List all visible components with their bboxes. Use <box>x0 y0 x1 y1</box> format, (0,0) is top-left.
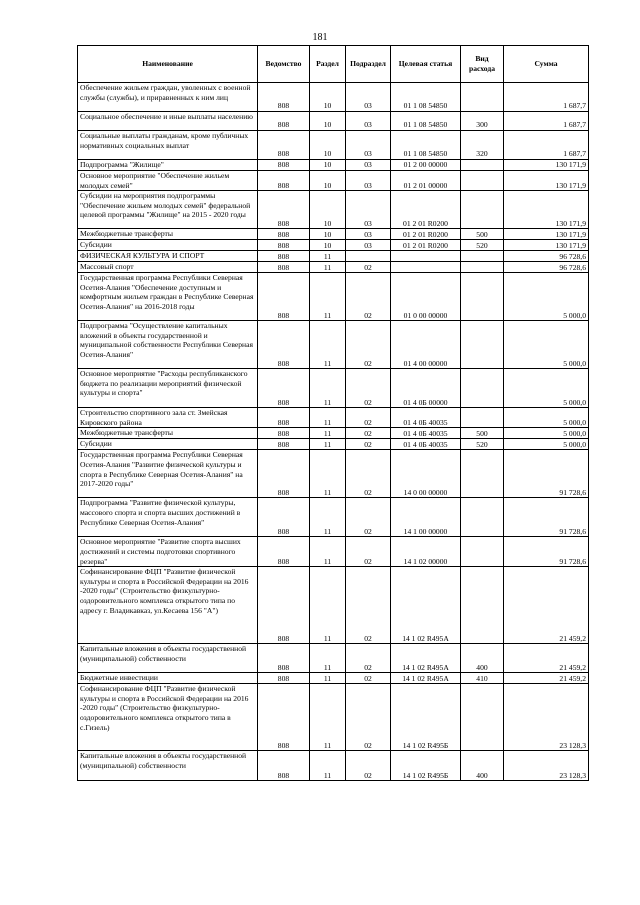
row-dept: 808 <box>258 83 310 112</box>
budget-table <box>77 45 589 781</box>
row-section: 10 <box>310 131 346 160</box>
row-expense-type <box>461 408 504 428</box>
row-name: Социальные выплаты гражданам, кроме публичных нормативных социальных выплат <box>78 131 258 160</box>
row-subsection: 02 <box>346 644 391 673</box>
table-row <box>78 171 589 191</box>
row-sum: 23 128,3 <box>504 751 589 781</box>
row-expense-type <box>461 321 504 369</box>
row-section: 10 <box>310 229 346 240</box>
row-sum: 130 171,9 <box>504 191 589 229</box>
row-dept: 808 <box>258 273 310 321</box>
row-subsection <box>346 251 391 262</box>
row-sum: 5 000,0 <box>504 439 589 450</box>
column-header-section: Раздел <box>310 46 346 83</box>
row-sum: 5 000,0 <box>504 321 589 369</box>
row-sum: 130 171,9 <box>504 171 589 191</box>
row-expense-type: 500 <box>461 229 504 240</box>
row-sum: 1 687,7 <box>504 83 589 112</box>
row-section: 11 <box>310 251 346 262</box>
row-section: 11 <box>310 751 346 781</box>
row-section: 10 <box>310 160 346 171</box>
row-expense-type <box>461 262 504 273</box>
row-target <box>391 262 461 273</box>
row-dept: 808 <box>258 751 310 781</box>
row-subsection: 02 <box>346 673 391 684</box>
row-expense-type: 520 <box>461 240 504 251</box>
row-section: 11 <box>310 439 346 450</box>
row-subsection: 02 <box>346 262 391 273</box>
row-target: 01 1 08 54850 <box>391 112 461 131</box>
row-sum: 21 459,2 <box>504 567 589 644</box>
row-expense-type <box>461 567 504 644</box>
row-subsection: 03 <box>346 131 391 160</box>
table-row <box>78 684 589 751</box>
row-expense-type <box>461 498 504 537</box>
row-section: 11 <box>310 408 346 428</box>
row-subsection: 02 <box>346 498 391 537</box>
row-target: 14 1 00 00000 <box>391 498 461 537</box>
row-subsection: 02 <box>346 428 391 439</box>
row-target: 14 1 02 R495Б <box>391 684 461 751</box>
row-expense-type <box>461 369 504 408</box>
row-sum: 91 728,6 <box>504 537 589 567</box>
row-target: 14 1 02 R495A <box>391 673 461 684</box>
row-dept: 808 <box>258 191 310 229</box>
row-section: 10 <box>310 112 346 131</box>
row-dept: 808 <box>258 498 310 537</box>
row-sum: 130 171,9 <box>504 160 589 171</box>
table-row <box>78 498 589 537</box>
table-row <box>78 439 589 450</box>
row-subsection: 03 <box>346 171 391 191</box>
row-expense-type <box>461 83 504 112</box>
row-subsection: 02 <box>346 751 391 781</box>
table-row <box>78 450 589 498</box>
row-sum: 5 000,0 <box>504 273 589 321</box>
table-row <box>78 262 589 273</box>
table-row <box>78 567 589 644</box>
row-section: 11 <box>310 498 346 537</box>
row-target: 01 2 01 R0200 <box>391 191 461 229</box>
row-sum: 21 459,2 <box>504 673 589 684</box>
row-name: Основное мероприятие "Развитие спорта высших достижений и системы подготовки спортивного резерва" <box>78 537 258 567</box>
row-section: 11 <box>310 537 346 567</box>
table-row <box>78 751 589 781</box>
row-name: Основное мероприятие "Обеспечение жильем молодых семей" <box>78 171 258 191</box>
table-row <box>78 191 589 229</box>
row-name: Основное мероприятие "Расходы республиканского бюджета по реализации мероприятий физической культуры и спорта" <box>78 369 258 408</box>
row-section: 11 <box>310 450 346 498</box>
row-target: 01 2 01 00000 <box>391 171 461 191</box>
table-row <box>78 112 589 131</box>
row-target: 01 1 08 54850 <box>391 131 461 160</box>
row-subsection: 02 <box>346 537 391 567</box>
row-subsection: 02 <box>346 369 391 408</box>
table-row <box>78 240 589 251</box>
row-name: Межбюджетные трансферты <box>78 428 258 439</box>
table-row <box>78 408 589 428</box>
row-name: Подпрограмма "Жилище" <box>78 160 258 171</box>
row-dept: 808 <box>258 240 310 251</box>
row-sum: 1 687,7 <box>504 131 589 160</box>
row-dept: 808 <box>258 644 310 673</box>
column-header-target: Целевая статья <box>391 46 461 83</box>
row-expense-type <box>461 273 504 321</box>
column-header-name: Наименование <box>78 46 258 83</box>
row-subsection: 02 <box>346 684 391 751</box>
row-subsection: 02 <box>346 567 391 644</box>
column-header-expense-type: Вид расхода <box>461 46 504 83</box>
row-expense-type: 500 <box>461 428 504 439</box>
row-target: 01 2 01 R0200 <box>391 229 461 240</box>
row-name: Строительство спортивного зала ст. Змейская Кировского района <box>78 408 258 428</box>
row-name: Капитальные вложения в объекты государственной (муниципальной) собственности <box>78 751 258 781</box>
row-name: Бюджетные инвестиции <box>78 673 258 684</box>
table-row <box>78 369 589 408</box>
row-dept: 808 <box>258 567 310 644</box>
row-name: Социальное обеспечение и иные выплаты населению <box>78 112 258 131</box>
row-target: 01 4 0Б 00000 <box>391 369 461 408</box>
row-name: Обеспечение жильем граждан, уволенных с военной службы (службы), и приравненных к ним лиц <box>78 83 258 112</box>
row-target: 01 2 01 R0200 <box>391 240 461 251</box>
row-expense-type: 520 <box>461 439 504 450</box>
row-subsection: 03 <box>346 229 391 240</box>
row-section: 11 <box>310 644 346 673</box>
row-subsection: 03 <box>346 160 391 171</box>
row-name: Подпрограмма "Осуществление капитальных вложений в объекты государственной и муниципальной собственности Республики Северная Осетия-Алания" <box>78 321 258 369</box>
row-dept: 808 <box>258 112 310 131</box>
row-name: Софинансирование ФЦП "Развитие физической культуры и спорта в Российской Федерации на 2016 -2020 годы" (Строительство физкультурно-оздоровительного комплекса открытого типа по адресу г. Владикавказ, ул.Кесаева 156 "А") <box>78 567 258 644</box>
row-subsection: 02 <box>346 273 391 321</box>
row-name: Государственная программа Республики Северная Осетия-Алания "Обеспечение доступным и комфортным жильем граждан в Республике Северная Осетия-Алания" на 2016-2018 годы <box>78 273 258 321</box>
table-row <box>78 644 589 673</box>
row-dept: 808 <box>258 251 310 262</box>
row-sum: 130 171,9 <box>504 229 589 240</box>
row-sum: 21 459,2 <box>504 644 589 673</box>
row-expense-type: 400 <box>461 644 504 673</box>
page-number: 181 <box>312 32 328 43</box>
row-target: 01 4 0Б 40035 <box>391 439 461 450</box>
row-expense-type <box>461 171 504 191</box>
row-target: 14 1 02 00000 <box>391 537 461 567</box>
row-dept: 808 <box>258 160 310 171</box>
row-name: Государственная программа Республики Северная Осетия-Алания "Развитие физической культуры и спорта в Республике Северная Осетия-Алания" на 2017-2020 годы" <box>78 450 258 498</box>
row-subsection: 02 <box>346 450 391 498</box>
row-dept: 808 <box>258 673 310 684</box>
row-section: 11 <box>310 428 346 439</box>
row-name: Массовый спорт <box>78 262 258 273</box>
row-subsection: 03 <box>346 191 391 229</box>
row-dept: 808 <box>258 537 310 567</box>
row-sum: 96 728,6 <box>504 251 589 262</box>
row-dept: 808 <box>258 450 310 498</box>
row-target: 01 4 0Б 40035 <box>391 428 461 439</box>
row-sum: 5 000,0 <box>504 428 589 439</box>
row-sum: 23 128,3 <box>504 684 589 751</box>
row-expense-type: 320 <box>461 131 504 160</box>
table-row <box>78 428 589 439</box>
row-section: 10 <box>310 83 346 112</box>
table-row <box>78 673 589 684</box>
row-dept: 808 <box>258 439 310 450</box>
row-expense-type: 400 <box>461 751 504 781</box>
row-subsection: 02 <box>346 408 391 428</box>
row-sum: 1 687,7 <box>504 112 589 131</box>
row-name: Капитальные вложения в объекты государственной (муниципальной) собственности <box>78 644 258 673</box>
row-section: 11 <box>310 567 346 644</box>
table-row <box>78 321 589 369</box>
row-sum: 130 171,9 <box>504 240 589 251</box>
table-row <box>78 131 589 160</box>
row-section: 11 <box>310 684 346 751</box>
row-name: ФИЗИЧЕСКАЯ КУЛЬТУРА И СПОРТ <box>78 251 258 262</box>
row-expense-type <box>461 684 504 751</box>
row-target: 14 0 00 00000 <box>391 450 461 498</box>
row-name: Субсидии <box>78 240 258 251</box>
table-row <box>78 537 589 567</box>
row-section: 11 <box>310 273 346 321</box>
table-row <box>78 229 589 240</box>
row-dept: 808 <box>258 171 310 191</box>
column-header-sum: Сумма <box>504 46 589 83</box>
row-section: 11 <box>310 673 346 684</box>
row-dept: 808 <box>258 131 310 160</box>
row-section: 11 <box>310 262 346 273</box>
row-target: 01 2 00 00000 <box>391 160 461 171</box>
row-sum: 5 000,0 <box>504 408 589 428</box>
table-row <box>78 251 589 262</box>
row-dept: 808 <box>258 428 310 439</box>
column-header-subsection: Подраздел <box>346 46 391 83</box>
row-subsection: 03 <box>346 240 391 251</box>
table-row <box>78 273 589 321</box>
table-header-row <box>78 46 589 83</box>
row-target: 14 1 02 R495Б <box>391 751 461 781</box>
row-name: Субсидии <box>78 439 258 450</box>
row-target: 01 4 00 00000 <box>391 321 461 369</box>
row-section: 11 <box>310 321 346 369</box>
row-section: 10 <box>310 240 346 251</box>
row-subsection: 03 <box>346 112 391 131</box>
row-dept: 808 <box>258 229 310 240</box>
row-expense-type <box>461 160 504 171</box>
row-name: Межбюджетные трансферты <box>78 229 258 240</box>
row-target: 01 0 00 00000 <box>391 273 461 321</box>
row-dept: 808 <box>258 321 310 369</box>
row-expense-type <box>461 537 504 567</box>
table-row <box>78 83 589 112</box>
row-name: Подпрограмма "Развитие физической культуры, массового спорта и спорта высших достижений в Республике Северная Осетия-Алания" <box>78 498 258 537</box>
row-expense-type: 410 <box>461 673 504 684</box>
row-expense-type <box>461 191 504 229</box>
row-expense-type <box>461 450 504 498</box>
column-header-dept: Ведомство <box>258 46 310 83</box>
row-sum: 91 728,6 <box>504 498 589 537</box>
row-target <box>391 251 461 262</box>
table-row <box>78 160 589 171</box>
row-name: Софинансирование ФЦП "Развитие физической культуры и спорта в Российской Федерации на 2016 -2020 годы" (Строительство физкультурно-оздоровительного комплекса открытого типа в с.Гизель) <box>78 684 258 751</box>
row-sum: 91 728,6 <box>504 450 589 498</box>
row-section: 11 <box>310 369 346 408</box>
row-subsection: 02 <box>346 321 391 369</box>
row-dept: 808 <box>258 684 310 751</box>
row-dept: 808 <box>258 262 310 273</box>
row-target: 01 4 0Б 40035 <box>391 408 461 428</box>
row-section: 10 <box>310 191 346 229</box>
row-target: 14 1 02 R495A <box>391 567 461 644</box>
row-dept: 808 <box>258 408 310 428</box>
row-dept: 808 <box>258 369 310 408</box>
row-section: 10 <box>310 171 346 191</box>
row-target: 14 1 02 R495A <box>391 644 461 673</box>
row-sum: 96 728,6 <box>504 262 589 273</box>
row-sum: 5 000,0 <box>504 369 589 408</box>
row-expense-type: 300 <box>461 112 504 131</box>
row-subsection: 03 <box>346 83 391 112</box>
row-expense-type <box>461 251 504 262</box>
row-subsection: 02 <box>346 439 391 450</box>
row-name: Субсидии на мероприятия подпрограммы "Обеспечение жильем молодых семей" федеральной целевой программы "Жилище" на 2015 - 2020 годы <box>78 191 258 229</box>
row-target: 01 1 08 54850 <box>391 83 461 112</box>
